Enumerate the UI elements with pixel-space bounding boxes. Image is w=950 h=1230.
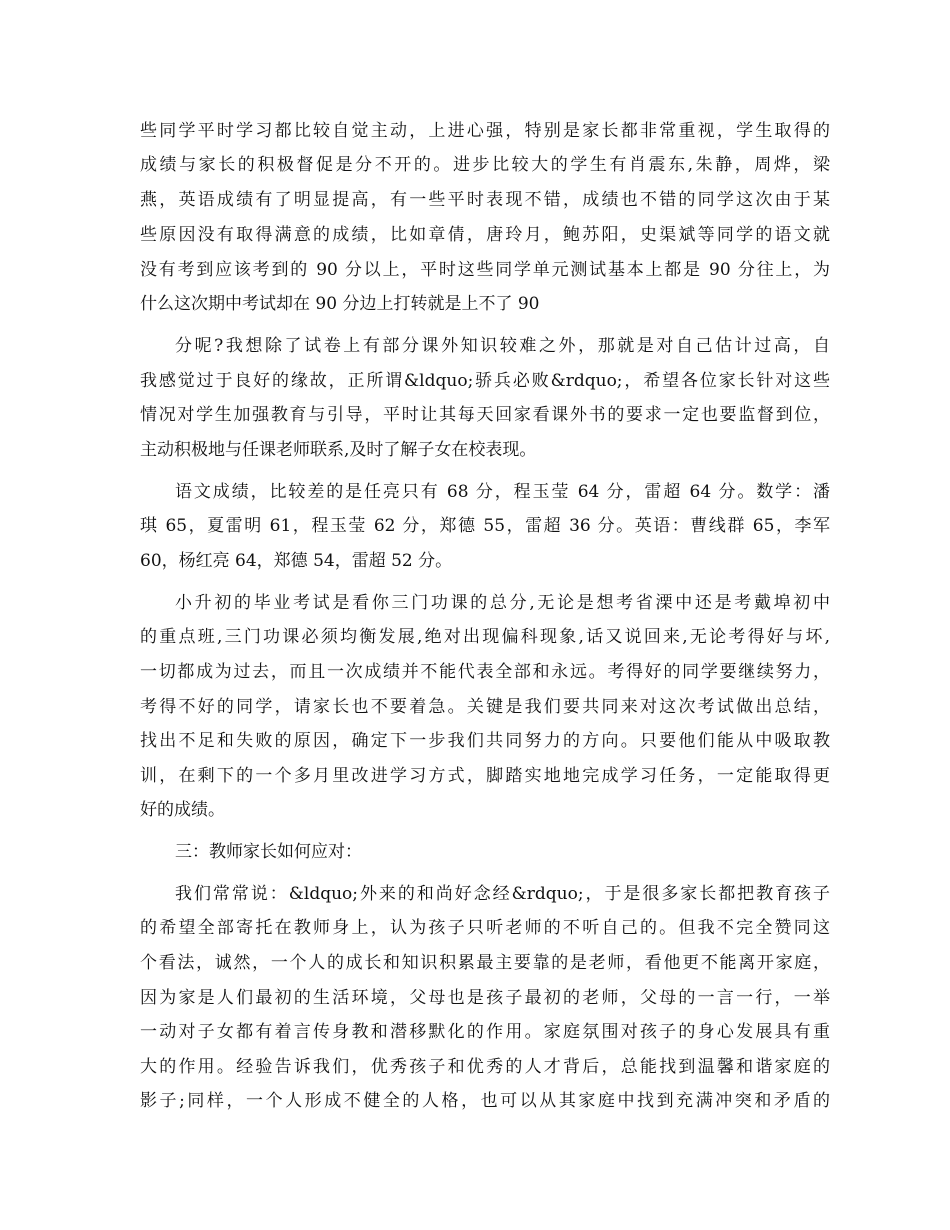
text-line: 训，在剩下的一个多月里改进学习方式，脚踏实地地完成学习任务，一定能取得更 xyxy=(140,766,830,786)
text-line: 成绩与家长的积极督促是分不开的。进步比较大的学生有肖震东,朱静，周烨，梁 xyxy=(140,155,830,175)
text-line: 60，杨红亮 64，郑德 54，雷超 52 分。 xyxy=(140,551,453,571)
text-line: 找出不足和失败的原因，确定下一步我们共同努力的方向。只要他们能从中吸取教 xyxy=(140,731,830,751)
text-line: 个看法，诚然，一个人的成长和知识积累最主要靠的是老师，看他更不能离开家庭， xyxy=(140,953,830,973)
text-line: 的重点班,三门功课必须均衡发展,绝对出现偏科现象,话又说回来,无论考得好与坏, xyxy=(140,627,830,647)
text-line: 琪 65，夏雷明 61，程玉莹 62 分，郑德 55，雷超 36 分。英语：曹线群 65，李军 xyxy=(140,516,830,536)
text-line: 些原因没有取得满意的成绩，比如章倩，唐玲月，鲍苏阳，史渠斌等同学的语文就 xyxy=(140,225,830,245)
text-line: 燕，英语成绩有了明显提高，有一些平时表现不错，成绩也不错的同学这次由于某 xyxy=(140,190,830,210)
text-line: 一切都成为过去，而且一次成绩并不能代表全部和永远。考得好的同学要继续努力， xyxy=(140,662,830,682)
paragraph-first-line: 我们常常说：&ldquo;外来的和尚好念经&rdquo;，于是很多家长都把教育孩子 xyxy=(175,884,830,904)
text-line: 考得不好的同学，请家长也不要着急。关键是我们要共同来对这次考试做出总结， xyxy=(140,697,830,717)
text-line: 影子;同样，一个人形成不健全的人格，也可以从其家庭中找到充满冲突和矛盾的 xyxy=(140,1091,830,1111)
text-line: 情况对学生加强教育与引导，平时让其每天回家看课外书的要求一定也要监督到位， xyxy=(140,405,830,425)
text-line: 没有考到应该考到的 90 分以上，平时这些同学单元测试基本上都是 90 分往上，为 xyxy=(140,260,830,280)
paragraph-first-line: 语文成绩，比较差的是任亮只有 68 分，程玉莹 64 分，雷超 64 分。数学：潘 xyxy=(175,482,830,502)
paragraph-first-line: 分呢?我想除了试卷上有部分课外知识较难之外，那就是对自己估计过高，自 xyxy=(175,336,830,356)
text-line: 的希望全部寄托在教师身上，认为孩子只听老师的不听自己的。但我不完全赞同这 xyxy=(140,918,830,938)
text-line: 一动对子女都有着言传身教和潜移默化的作用。家庭氛围对孩子的身心发展具有重 xyxy=(140,1022,830,1042)
section-heading: 三：教师家长如何应对： xyxy=(175,842,362,862)
paragraph-first-line: 小升初的毕业考试是看你三门功课的总分,无论是想考省溧中还是考戴埠初中 xyxy=(175,593,830,613)
text-line: 主动积极地与任课老师联系,及时了解子女在校表现。 xyxy=(140,440,537,460)
text-line: 我感觉过于良好的缘故，正所谓&ldquo;骄兵必败&rdquo;，希望各位家长针对这些 xyxy=(140,371,830,391)
text-line: 什么这次期中考试却在 90 分边上打转就是上不了 90 xyxy=(140,294,540,314)
text-line: 因为家是人们最初的生活环境，父母也是孩子最初的老师，父母的一言一行，一举 xyxy=(140,988,830,1008)
text-line: 大的作用。经验告诉我们，优秀孩子和优秀的人才背后，总能找到温馨和谐家庭的 xyxy=(140,1057,830,1077)
text-line: 些同学平时学习都比较自觉主动，上进心强，特别是家长都非常重视，学生取得的 xyxy=(140,121,830,141)
text-line: 好的成绩。 xyxy=(140,800,225,820)
